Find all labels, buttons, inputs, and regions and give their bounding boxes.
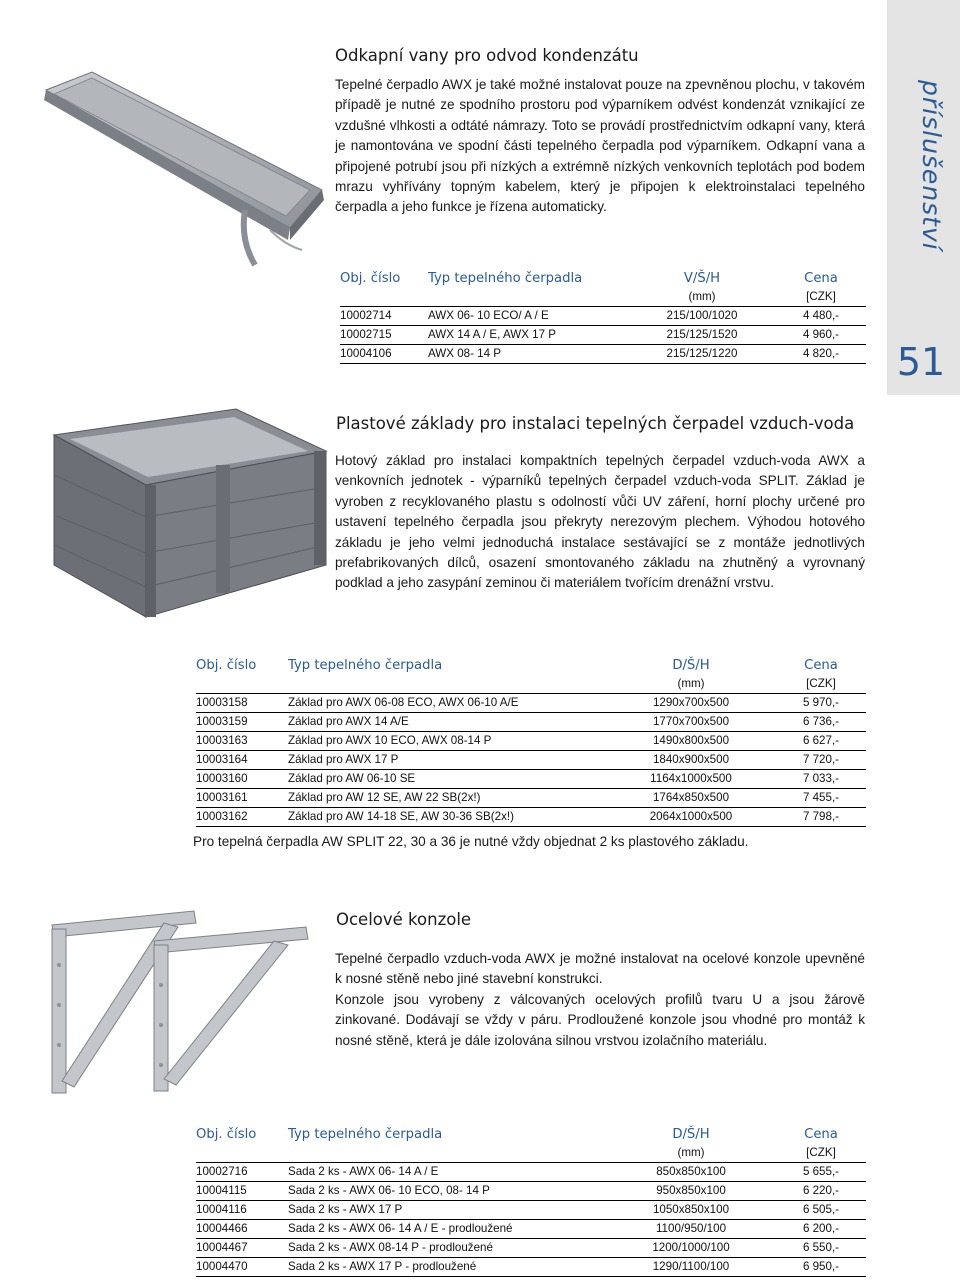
order-number: 10003164 [196, 750, 288, 769]
dimensions: 215/125/1220 [628, 344, 776, 363]
price: 6 220,- [776, 1181, 866, 1200]
pump-type: Základ pro AWX 06-08 ECO, AWX 06-10 A/E [288, 693, 606, 712]
dimensions: 1200/1000/100 [606, 1238, 776, 1257]
price: 6 950,- [776, 1257, 866, 1276]
order-number: 10004115 [196, 1181, 288, 1200]
pump-type: Sada 2 ks - AWX 17 P - prodloužené [288, 1257, 606, 1276]
col-header-order-number: Obj. číslo [196, 1126, 257, 1142]
dimensions: 1290x700x500 [606, 693, 776, 712]
col-header-dimensions: D/Š/H [672, 1126, 710, 1142]
pump-type: AWX 08- 14 P [428, 344, 628, 363]
pump-type: Základ pro AW 12 SE, AW 22 SB(2x!) [288, 788, 606, 807]
dimensions: 1164x1000x500 [606, 769, 776, 788]
order-number: 10003162 [196, 807, 288, 826]
price: 6 736,- [776, 712, 866, 731]
table-row [196, 1238, 866, 1257]
pump-type: AWX 14 A / E, AWX 17 P [428, 325, 628, 344]
order-number: 10003159 [196, 712, 288, 731]
dimensions: 1290/1100/100 [606, 1257, 776, 1276]
steel-brackets-paragraph-2: Konzole jsou vyrobeny z válcovaných ocelových profilů tvaru U a jsou žárově zinkované. Dodávají se vždy v páru. Prodloužené konzole jsou vhodné pro montáž k nosné stěně, která je dále izolována silnou vrstvou izolačního materiálu. [335, 992, 865, 1048]
table-row [196, 1219, 866, 1238]
price: 6 550,- [776, 1238, 866, 1257]
dimensions: 1770x700x500 [606, 712, 776, 731]
unit-price: [CZK] [806, 677, 836, 691]
price: 4 820,- [776, 344, 866, 363]
unit-dimensions: (mm) [677, 677, 705, 691]
plastic-base-paragraph: Hotový základ pro instalaci kompaktních tepelných čerpadel vzduch-voda AWX a venkovních jednotek - výparníků tepelných čerpadel vzduch-voda SPLIT. Základ je vyroben z recyklovaného plastu s odolností vůči UV záření, horní plochy určené pro ustavení tepelného čerpadla jsou překryty nerezovým plechem. Výhodou hotového základu je jeho velmi jednoduchá instalace sestávající se z montáže jednotlivých prefabrikovaných dílců, osazení smontovaného základu na zhutněný a vyrovnaný podklad a jeho zasypání zeminou či materiálem tvořícím drenážní vrstvu. [335, 453, 865, 591]
order-number: 10004466 [196, 1219, 288, 1238]
table-row [340, 325, 866, 344]
dimensions: 1490x800x500 [606, 731, 776, 750]
drip-tray-paragraph: Tepelné čerpadlo AWX je také možné instalovat pouze na zpevněnou plochu, v takovém případě je nutné ze spodního prostoru pod výparníkem odvést kondenzát vznikající ze vzdušné vlhkosti a odtáté námrazy. Toto se provádí prostřednictvím odkapní vany, která je namontována ve spodní části tepelného čerpadla pod výparníkem. Odkapní vana a připojené potrubí jsou při nízkých a extrémně nízkých venkovních teplotách pod bodem mrazu vyhřívány topným kabelem, který je připojen k elektroinstalaci tepelného čerpadla a jeho funkce je řízena automaticky. [335, 77, 865, 215]
order-number: 10004470 [196, 1257, 288, 1276]
drip-tray-image [40, 60, 330, 280]
unit-price: [CZK] [806, 290, 836, 304]
dimensions: 1840x900x500 [606, 750, 776, 769]
table-row [196, 769, 866, 788]
col-header-pump-type: Typ tepelného čerpadla [288, 657, 443, 673]
table-row [196, 807, 866, 826]
col-header-dimensions: D/Š/H [672, 657, 710, 673]
price: 7 720,- [776, 750, 866, 769]
drip-tray-table [340, 268, 866, 364]
dimensions: 215/100/1020 [628, 306, 776, 325]
price: 7 455,- [776, 788, 866, 807]
price: 7 033,- [776, 769, 866, 788]
table-row [196, 1162, 866, 1181]
section-title-steel-brackets: Ocelové konzole [336, 910, 472, 929]
col-header-price: Cena [804, 270, 838, 286]
price: 6 627,- [776, 731, 866, 750]
dimensions: 215/125/1520 [628, 325, 776, 344]
pump-type: Základ pro AWX 17 P [288, 750, 606, 769]
category-label: příslušenství [917, 80, 946, 251]
plastic-base-note: Pro tepelná čerpadla AW SPLIT 22, 30 a 36 je nutné vždy objednat 2 ks plastového základu. [193, 834, 749, 849]
price: 6 505,- [776, 1200, 866, 1219]
steel-brackets-table [196, 1124, 866, 1277]
dimensions: 1764x850x500 [606, 788, 776, 807]
col-header-order-number: Obj. číslo [340, 270, 401, 286]
dimensions: 1100/950/100 [606, 1219, 776, 1238]
steel-brackets-paragraph-1: Tepelné čerpadlo vzduch-voda AWX je možné instalovat na ocelové konzole upevněné k nosné stěně nebo jiné stavební konstrukci. [335, 951, 865, 987]
order-number: 10002714 [340, 306, 428, 325]
pump-type: AWX 06- 10 ECO/ A / E [428, 306, 628, 325]
pump-type: Sada 2 ks - AWX 06- 10 ECO, 08- 14 P [288, 1181, 606, 1200]
table-row [196, 1181, 866, 1200]
pump-type: Základ pro AWX 14 A/E [288, 712, 606, 731]
order-number: 10003160 [196, 769, 288, 788]
dimensions: 850x850x100 [606, 1162, 776, 1181]
order-number: 10004106 [340, 344, 428, 363]
order-number: 10004116 [196, 1200, 288, 1219]
table-row [196, 693, 866, 712]
order-number: 10002715 [340, 325, 428, 344]
col-header-order-number: Obj. číslo [196, 657, 257, 673]
col-header-price: Cena [804, 657, 838, 673]
dimensions: 2064x1000x500 [606, 807, 776, 826]
pump-type: Sada 2 ks - AWX 17 P [288, 1200, 606, 1219]
steel-brackets-image [44, 905, 310, 1105]
price: 5 655,- [776, 1162, 866, 1181]
order-number: 10003158 [196, 693, 288, 712]
col-header-dimensions: V/Š/H [683, 270, 721, 286]
order-number: 10003161 [196, 788, 288, 807]
col-header-pump-type: Typ tepelného čerpadla [428, 270, 583, 286]
pump-type: Sada 2 ks - AWX 06- 14 A / E [288, 1162, 606, 1181]
table-row [196, 750, 866, 769]
order-number: 10003163 [196, 731, 288, 750]
table-row [340, 344, 866, 363]
page-number: 51 [896, 340, 946, 384]
pump-type: Základ pro AW 06-10 SE [288, 769, 606, 788]
unit-price: [CZK] [806, 1146, 836, 1160]
table-row [196, 712, 866, 731]
dimensions: 950x850x100 [606, 1181, 776, 1200]
order-number: 10004467 [196, 1238, 288, 1257]
price: 4 960,- [776, 325, 866, 344]
unit-dimensions: (mm) [677, 1146, 705, 1160]
price: 7 798,- [776, 807, 866, 826]
price: 5 970,- [776, 693, 866, 712]
pump-type: Sada 2 ks - AWX 06- 14 A / E - prodloužené [288, 1219, 606, 1238]
plastic-base-image [36, 395, 332, 620]
price: 6 200,- [776, 1219, 866, 1238]
table-row [196, 1257, 866, 1276]
pump-type: Sada 2 ks - AWX 08-14 P - prodloužené [288, 1238, 606, 1257]
plastic-base-table [196, 655, 866, 827]
col-header-pump-type: Typ tepelného čerpadla [288, 1126, 443, 1142]
section-title-plastic-base: Plastové základy pro instalaci tepelných čerpadel vzduch-voda [336, 414, 855, 433]
order-number: 10002716 [196, 1162, 288, 1181]
col-header-price: Cena [804, 1126, 838, 1142]
table-row [196, 1200, 866, 1219]
dimensions: 1050x850x100 [606, 1200, 776, 1219]
pump-type: Základ pro AW 14-18 SE, AW 30-36 SB(2x!) [288, 807, 606, 826]
table-row [196, 788, 866, 807]
table-row [196, 731, 866, 750]
pump-type: Základ pro AWX 10 ECO, AWX 08-14 P [288, 731, 606, 750]
table-row [340, 306, 866, 325]
price: 4 480,- [776, 306, 866, 325]
section-title-drip-tray: Odkapní vany pro odvod kondenzátu [335, 46, 639, 65]
unit-dimensions: (mm) [688, 290, 716, 304]
